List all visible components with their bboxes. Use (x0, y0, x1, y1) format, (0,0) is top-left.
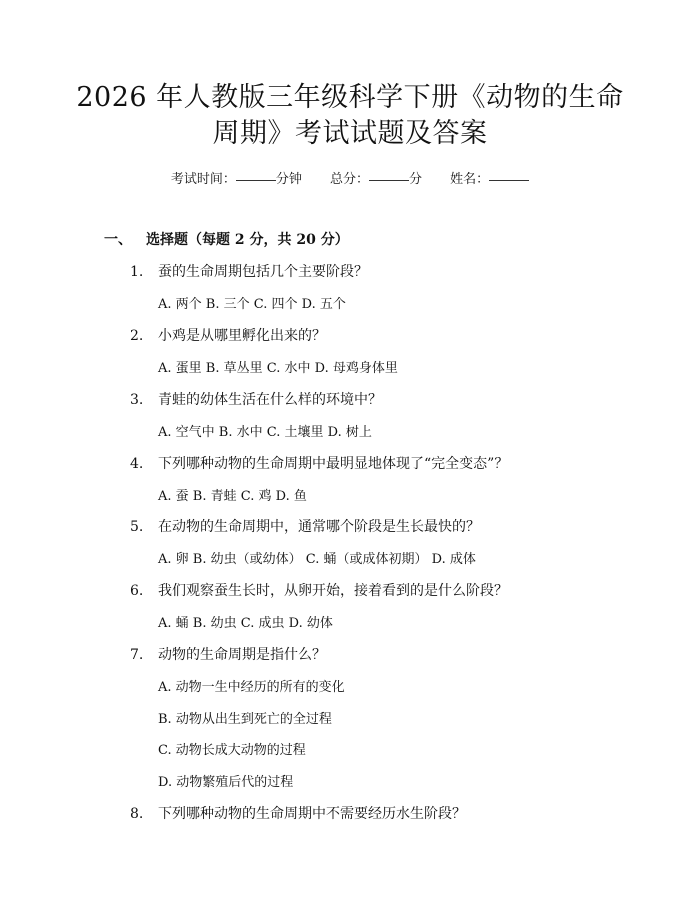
question-7-option-b: B. 动物从出生到死亡的全过程 (158, 712, 332, 727)
question-text: 青蛙的幼体生活在什么样的环境中？ (158, 392, 382, 408)
question-8 (130, 803, 466, 823)
question-number: 4. (130, 456, 144, 472)
total-score-label: 总分： (329, 172, 369, 187)
question-number: 1. (130, 264, 144, 280)
question-number: 2. (130, 328, 144, 344)
exam-title-line-1: 2026 年人教版三年级科学下册《动物的生命 (76, 82, 624, 113)
question-number: 3. (130, 392, 144, 408)
question-6 (130, 580, 508, 600)
exam-time-unit: 分钟 (275, 172, 302, 187)
question-5-options: A. 卵 B. 幼虫（或幼体） C. 蛹（或成体初期） D. 成体 (158, 552, 476, 567)
total-score-field (330, 168, 422, 187)
section-heading (104, 229, 349, 249)
section-title: 选择题（每题 2 分，共 20 分） (146, 232, 349, 248)
question-number: 5. (130, 519, 144, 535)
total-score-blank (369, 180, 409, 181)
question-text: 动物的生命周期是指什么？ (158, 647, 326, 663)
question-7 (130, 644, 326, 664)
exam-title-line-2: 周期》考试试题及答案 (212, 118, 488, 149)
exam-time-field (171, 168, 302, 187)
question-3-options: A. 空气中 B. 水中 C. 土壤里 D. 树上 (158, 425, 372, 440)
question-5 (130, 516, 480, 536)
question-1 (130, 261, 368, 281)
question-number: 8. (130, 806, 144, 822)
question-text: 小鸡是从哪里孵化出来的？ (158, 328, 326, 344)
total-score-unit: 分 (409, 172, 423, 187)
question-2 (130, 325, 326, 345)
exam-time-blank (236, 180, 276, 181)
question-4-options: A. 蚕 B. 青蛙 C. 鸡 D. 鱼 (158, 489, 307, 504)
question-number: 6. (130, 583, 144, 599)
exam-info-row (0, 168, 700, 187)
question-6-options: A. 蛹 B. 幼虫 C. 成虫 D. 幼体 (158, 616, 333, 631)
question-7-option-c: C. 动物长成大动物的过程 (158, 743, 306, 758)
question-text: 蚕的生命周期包括几个主要阶段？ (158, 264, 368, 280)
question-text: 我们观察蚕生长时，从卵开始，接着看到的是什么阶段？ (158, 583, 508, 599)
exam-time-label: 考试时间： (170, 172, 236, 187)
section-number: 一、 (104, 232, 132, 248)
question-2-options: A. 蛋里 B. 草丛里 C. 水中 D. 母鸡身体里 (158, 361, 398, 376)
name-blank (489, 180, 529, 181)
question-4 (130, 453, 508, 473)
question-7-option-a: A. 动物一生中经历的所有的变化 (158, 680, 345, 695)
name-field (450, 168, 529, 187)
question-text: 下列哪种动物的生命周期中不需要经历水生阶段？ (158, 806, 466, 822)
question-number: 7. (130, 647, 144, 663)
name-label: 姓名： (450, 172, 490, 187)
question-3 (130, 389, 382, 409)
question-1-options: A. 两个 B. 三个 C. 四个 D. 五个 (158, 297, 346, 312)
question-7-option-d: D. 动物繁殖后代的过程 (158, 775, 294, 790)
question-text: 下列哪种动物的生命周期中最明显地体现了“完全变态”？ (158, 456, 509, 472)
question-text: 在动物的生命周期中，通常哪个阶段是生长最快的？ (158, 519, 480, 535)
